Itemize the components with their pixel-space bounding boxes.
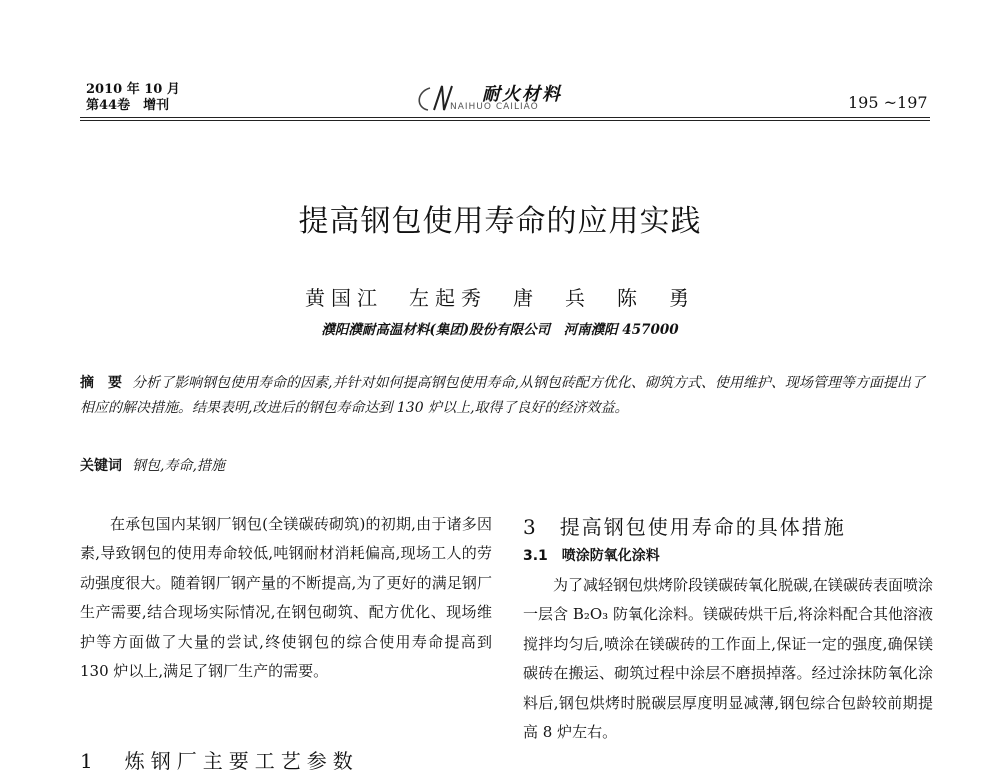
keywords-text: 钢包,寿命,措施 — [132, 458, 225, 474]
keywords-label: 关键词 — [80, 458, 122, 474]
intro-text: 在承包国内某钢厂钢包(全镁碳砖砌筑)的初期,由于诸多因素,导致钢包的使用寿命较低,吨钢耐材消耗偏高,现场工人的劳动强度很大。随着钢厂钢产量的不断提高,为了更好的满足钢厂生产需要,结合现场实际情况,在钢包砌筑、配方优化、现场维护等方面做了大量的尝试,终使钢包的综合使用寿命提高到 130 炉以上,满足了钢厂生产的需要。 — [80, 515, 492, 681]
keywords — [80, 456, 932, 476]
section-3-heading: 3 提高钢包使用寿命的具体措施 — [523, 515, 846, 539]
author-list: 黄国江 左起秀 唐 兵 陈 勇 — [305, 286, 695, 310]
journal-logo — [414, 80, 614, 116]
abstract-text: 分析了影响钢包使用寿命的因素,并针对如何提高钢包使用寿命,从钢包砖配方优化、砌筑方式、使用维护、现场管理等方面提出了相应的解决措施。结果表明,改进后的钢包寿命达到 130 炉以上,取得了良好的经济效益。 — [80, 375, 925, 416]
journal-pinyin: NAIHUO CAILIAO — [450, 102, 539, 112]
paper-title: 提高钢包使用寿命的应用实践 — [298, 204, 702, 239]
intro-paragraph — [80, 510, 492, 686]
header-rule-secondary — [80, 120, 930, 121]
affiliation: 濮阳濮耐高温材料(集团)股份有限公司 河南濮阳 457000 — [321, 322, 679, 338]
section-1-heading: 1 炼钢厂主要工艺参数 — [80, 749, 359, 773]
abstract-label: 摘 要 — [80, 375, 122, 391]
journal-logo-mark-icon — [414, 80, 454, 116]
subsection-3-1-paragraph — [523, 571, 933, 747]
issue-date: 2010 年 10 月 — [86, 82, 180, 97]
subsection-3-1-text: 为了减轻钢包烘烤阶段镁碳砖氧化脱碳,在镁碳砖表面喷涂一层含 B₂O₃ 防氧化涂料。镁碳砖烘干后,将涂料配合其他溶液搅拌均匀后,喷涂在镁碳砖的工作面上,保证一定的强度,确保镁碳砖在搬运、砌筑过程中涂层不磨损掉落。经过涂抹防氧化涂料后,钢包烘烤时脱碳层厚度明显减薄,钢包综合包龄较前期提高 8 炉左右。 — [523, 576, 933, 742]
subsection-3-1-heading: 3.1 喷涂防氧化涂料 — [523, 548, 660, 564]
journal-name: 耐火材料 — [482, 84, 562, 105]
abstract — [80, 371, 932, 421]
header-rule — [80, 117, 930, 118]
volume-issue: 第44卷 增刊 — [86, 98, 170, 113]
page-range: 195 ~197 — [848, 93, 928, 112]
